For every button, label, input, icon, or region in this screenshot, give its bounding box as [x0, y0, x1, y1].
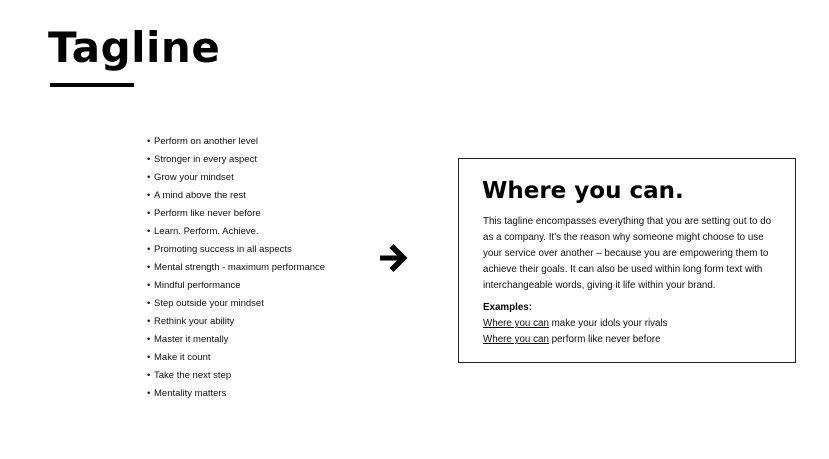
list-item-label: A mind above the rest: [154, 190, 246, 201]
example-line: [483, 316, 668, 332]
bullet-icon: •: [147, 226, 151, 237]
right-arrow-icon: [378, 241, 410, 275]
list-item-label: Mindful performance: [154, 280, 241, 291]
list-item: [147, 313, 325, 331]
bullet-icon: •: [147, 316, 151, 327]
list-item: [147, 151, 325, 169]
list-item-label: Perform on another level: [154, 136, 259, 147]
list-item: [147, 223, 325, 241]
tagline-options-list: [147, 133, 325, 403]
bullet-icon: •: [147, 370, 151, 381]
list-item-label: Master it mentally: [154, 334, 229, 345]
list-item-label: Take the next step: [154, 370, 232, 381]
list-item-label: Rethink your ability: [154, 316, 235, 327]
page-title: Tagline: [48, 23, 221, 72]
list-item: [147, 259, 325, 277]
list-item: [147, 241, 325, 259]
list-item: [147, 169, 325, 187]
list-item: [147, 205, 325, 223]
bullet-icon: •: [147, 280, 151, 291]
selected-tagline-card: [458, 158, 796, 363]
bullet-icon: •: [147, 154, 151, 165]
list-item-label: Stronger in every aspect: [154, 154, 257, 165]
example-rest: make your idols your rivals: [548, 318, 668, 329]
example-rest: perform like never before: [548, 334, 661, 345]
bullet-icon: •: [147, 208, 151, 219]
example-lead: Where you can: [483, 334, 549, 345]
list-item-label: Mental strength - maximum performance: [154, 262, 326, 273]
example-line: [483, 332, 661, 348]
bullet-icon: •: [147, 190, 151, 201]
card-description: This tagline encompasses everything that you are setting out to do as a company. It’s the reason why someone might choose to use your service over another – because you are empowering them to achieve their goals. It can also be used within long form text with interchangeable words, giving it life within your brand.: [483, 216, 772, 291]
bullet-icon: •: [147, 244, 151, 255]
list-item: [147, 277, 325, 295]
example-lead: Where you can: [483, 318, 549, 329]
list-item: [147, 295, 325, 313]
title-underline: [50, 83, 134, 87]
list-item: [147, 349, 325, 367]
list-item-label: Step outside your mindset: [154, 298, 264, 309]
bullet-icon: •: [147, 298, 151, 309]
list-item-label: Make it count: [154, 352, 211, 363]
list-item-label: Mentality matters: [154, 388, 227, 399]
bullet-icon: •: [147, 388, 151, 399]
bullet-icon: •: [147, 352, 151, 363]
list-item: [147, 133, 325, 151]
list-item: [147, 187, 325, 205]
examples-label: Examples:: [483, 302, 533, 313]
list-item-label: Promoting success in all aspects: [154, 244, 292, 255]
list-item: [147, 385, 325, 403]
bullet-icon: •: [147, 334, 151, 345]
bullet-icon: •: [147, 136, 151, 147]
list-item: [147, 367, 325, 385]
list-item-label: Learn. Perform. Achieve.: [154, 226, 259, 237]
bullet-icon: •: [147, 262, 151, 273]
list-item: [147, 331, 325, 349]
list-item-label: Perform like never before: [154, 208, 261, 219]
bullet-icon: •: [147, 172, 151, 183]
card-heading: Where you can.: [482, 178, 684, 204]
list-item-label: Grow your mindset: [154, 172, 234, 183]
